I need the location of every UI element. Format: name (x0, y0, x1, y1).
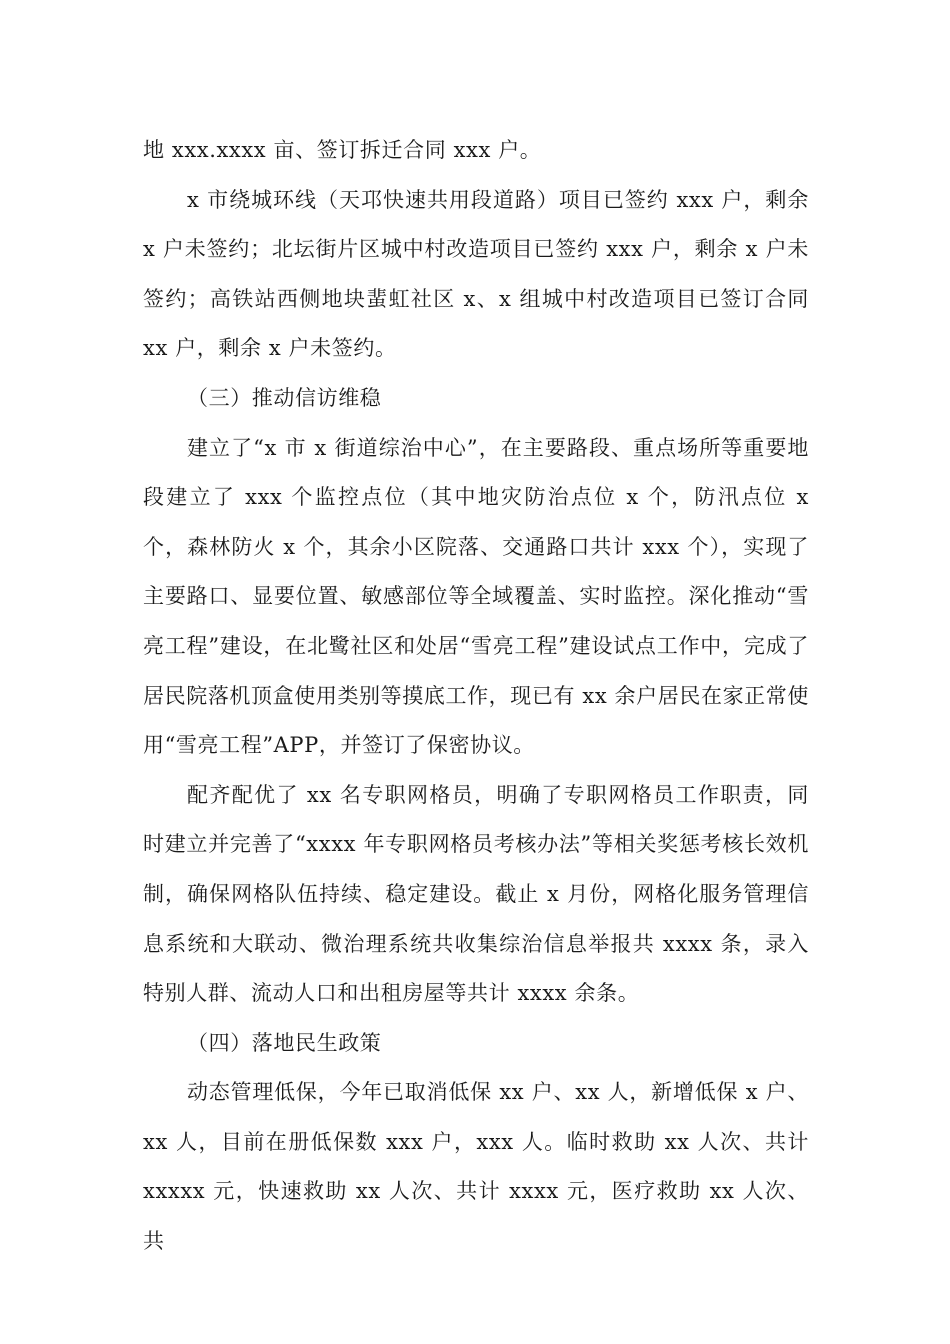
document-page (143, 126, 809, 1267)
paragraph-grid-workers: 配齐配优了 xx 名专职网格员，明确了专职网格员工作职责，同时建立并完善了“xxxx 年专职网格员考核办法”等相关奖惩考核长效机制，确保网格队伍持续、稳定建设。截止 x 月份，网格化服务管理信息系统和大联动、微治理系统共收集综治信息举报共 xxxx 条，录入特别人群、流动人口和出租房屋等共计 xxxx 余条。 (143, 782, 809, 1006)
paragraph-project-signing: x 市绕城环线（天邛快速共用段道路）项目已签约 xxx 户，剩余 x 户未签约；北坛街片区城中村改造项目已签约 xxx 户，剩余 x 户未签约；高铁站西侧地块蜚虹社区 x、x 组城中村改造项目已签订合同 xx 户，剩余 x 户未签约。 (143, 187, 809, 361)
section-heading-petition-stability: （三）推动信访维稳 (187, 385, 382, 410)
paragraph-monitoring-points: 建立了“x 市 x 街道综治中心”，在主要路段、重点场所等重要地段建立了 xxx 个监控点位（其中地灾防治点位 x 个，防汛点位 x 个，森林防火 x 个，其余小区院落、交通路口共计 xxx 个），实现了主要路口、显要位置、敏感部位等全域覆盖、实时监控。深化推动“雪亮工程”建设，在北鹭社区和处居“雪亮工程”建设试点工作中，完成了居民院落机顶盒使用类别等摸底工作，现已有 xx 余户居民在家正常使用“雪亮工程”APP，并签订了保密协议。 (143, 435, 809, 758)
section-heading-livelihood-policy: （四）落地民生政策 (187, 1030, 382, 1055)
paragraph-minimum-living-allowance: 动态管理低保，今年已取消低保 xx 户、xx 人，新增低保 x 户、xx 人，目前在册低保数 xxx 户，xxx 人。临时救助 xx 人次、共计 xxxxx 元，快速救助 xx 人次、共计 xxxx 元，医疗救助 xx 人次、共 (143, 1080, 809, 1254)
paragraph-land-contracts: 地 xxx.xxxx 亩、签订拆迁合同 xxx 户。 (143, 138, 542, 162)
